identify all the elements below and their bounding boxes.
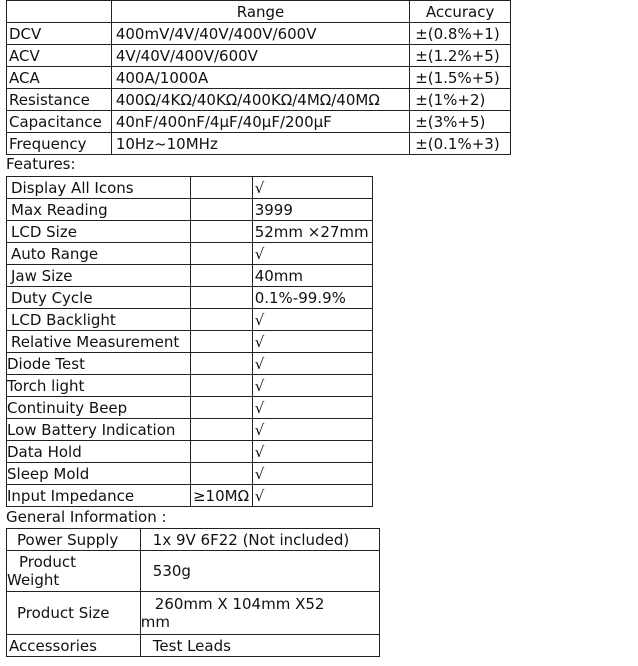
feature-extra xyxy=(190,331,252,353)
general-row-product-weight xyxy=(7,551,380,592)
specs-row-aca xyxy=(7,67,511,89)
accessories-label: Accessories xyxy=(7,635,141,657)
spec-name: Capacitance xyxy=(7,111,112,133)
spec-name: Resistance xyxy=(7,89,112,111)
feature-extra xyxy=(190,287,252,309)
feature-extra: ≥10MΩ xyxy=(190,485,252,507)
feature-extra xyxy=(190,177,252,199)
features-table xyxy=(6,176,373,507)
spec-accuracy: ±(3%+5) xyxy=(410,111,511,133)
general-info-heading: General Information : xyxy=(6,508,167,526)
feature-row xyxy=(7,265,373,287)
feature-row xyxy=(7,243,373,265)
product-size-value-line1: 260mm X 104mm X52 xyxy=(154,595,325,613)
specs-header-row xyxy=(7,1,511,23)
specs-row-capacitance xyxy=(7,111,511,133)
spec-range: 400A/1000A xyxy=(111,67,409,89)
feature-name: Data Hold xyxy=(7,441,191,463)
spec-name: ACA xyxy=(7,67,112,89)
feature-extra xyxy=(190,221,252,243)
feature-value: √ xyxy=(252,441,372,463)
spec-accuracy: ±(1%+2) xyxy=(410,89,511,111)
feature-row xyxy=(7,485,373,507)
feature-row xyxy=(7,397,373,419)
feature-name: Duty Cycle xyxy=(7,287,191,309)
feature-row xyxy=(7,177,373,199)
feature-name: Max Reading xyxy=(7,199,191,221)
feature-row xyxy=(7,419,373,441)
accessories-value: Test Leads xyxy=(140,635,379,657)
feature-row xyxy=(7,221,373,243)
features-heading: Features: xyxy=(6,155,76,173)
feature-row xyxy=(7,309,373,331)
feature-extra xyxy=(190,463,252,485)
feature-value: √ xyxy=(252,177,372,199)
feature-row xyxy=(7,287,373,309)
feature-extra xyxy=(190,375,252,397)
spec-range: 400mV/4V/40V/400V/600V xyxy=(111,23,409,45)
feature-value: 40mm xyxy=(252,265,372,287)
spec-accuracy: ±(1.2%+5) xyxy=(410,45,511,67)
feature-extra xyxy=(190,419,252,441)
feature-value: 52mm ×27mm xyxy=(252,221,372,243)
specs-row-dcv xyxy=(7,23,511,45)
feature-row xyxy=(7,375,373,397)
spec-range: 40nF/400nF/4μF/40μF/200μF xyxy=(111,111,409,133)
power-supply-value: 1x 9V 6F22 (Not included) xyxy=(140,529,379,551)
feature-extra xyxy=(190,309,252,331)
feature-value: √ xyxy=(252,243,372,265)
feature-value: √ xyxy=(252,463,372,485)
feature-extra xyxy=(190,397,252,419)
feature-value: √ xyxy=(252,331,372,353)
feature-row xyxy=(7,441,373,463)
feature-name: Sleep Mold xyxy=(7,463,191,485)
feature-value: √ xyxy=(252,419,372,441)
feature-value: √ xyxy=(252,485,372,507)
feature-value: √ xyxy=(252,375,372,397)
spec-range: 10Hz~10MHz xyxy=(111,133,409,155)
product-weight-value: 530g xyxy=(140,551,379,592)
spec-accuracy: ±(1.5%+5) xyxy=(410,67,511,89)
spec-accuracy: ±(0.1%+3) xyxy=(410,133,511,155)
spec-accuracy: ±(0.8%+1) xyxy=(410,23,511,45)
feature-value: √ xyxy=(252,353,372,375)
general-info-table xyxy=(6,528,380,657)
product-size-value xyxy=(140,592,379,635)
feature-value: √ xyxy=(252,309,372,331)
feature-name: Display All Icons xyxy=(7,177,191,199)
feature-row xyxy=(7,199,373,221)
spec-range: 4V/40V/400V/600V xyxy=(111,45,409,67)
feature-name: Low Battery Indication xyxy=(7,419,191,441)
product-size-label: Product Size xyxy=(7,592,141,635)
feature-extra xyxy=(190,243,252,265)
feature-row xyxy=(7,463,373,485)
general-row-product-size xyxy=(7,592,380,635)
specs-row-resistance xyxy=(7,89,511,111)
feature-value: 0.1%-99.9% xyxy=(252,287,372,309)
feature-name: Relative Measurement xyxy=(7,331,191,353)
range-header: Range xyxy=(111,1,409,23)
spec-range: 400Ω/4KΩ/40KΩ/400KΩ/4MΩ/40MΩ xyxy=(111,89,409,111)
spec-name: ACV xyxy=(7,45,112,67)
product-size-value-line2: mm xyxy=(140,613,171,631)
feature-value: √ xyxy=(252,397,372,419)
feature-name: Torch light xyxy=(7,375,191,397)
specs-table xyxy=(6,0,511,155)
feature-row xyxy=(7,353,373,375)
spec-name: DCV xyxy=(7,23,112,45)
feature-row xyxy=(7,331,373,353)
product-weight-label-line2: Weight xyxy=(7,571,60,589)
feature-name: Input Impedance xyxy=(7,485,191,507)
power-supply-label: Power Supply xyxy=(7,529,141,551)
feature-name: LCD Size xyxy=(7,221,191,243)
feature-name: Diode Test xyxy=(7,353,191,375)
feature-name: Auto Range xyxy=(7,243,191,265)
product-weight-label xyxy=(7,551,141,592)
feature-name: LCD Backlight xyxy=(7,309,191,331)
feature-extra xyxy=(190,199,252,221)
specs-header-blank xyxy=(7,1,112,23)
general-row-power-supply xyxy=(7,529,380,551)
feature-name: Jaw Size xyxy=(7,265,191,287)
specs-row-acv xyxy=(7,45,511,67)
specs-row-frequency xyxy=(7,133,511,155)
general-row-accessories xyxy=(7,635,380,657)
feature-extra xyxy=(190,265,252,287)
feature-extra xyxy=(190,441,252,463)
spec-name: Frequency xyxy=(7,133,112,155)
feature-name: Continuity Beep xyxy=(7,397,191,419)
product-weight-label-line1: Product xyxy=(19,553,76,571)
feature-value: 3999 xyxy=(252,199,372,221)
accuracy-header: Accuracy xyxy=(410,1,511,23)
feature-extra xyxy=(190,353,252,375)
